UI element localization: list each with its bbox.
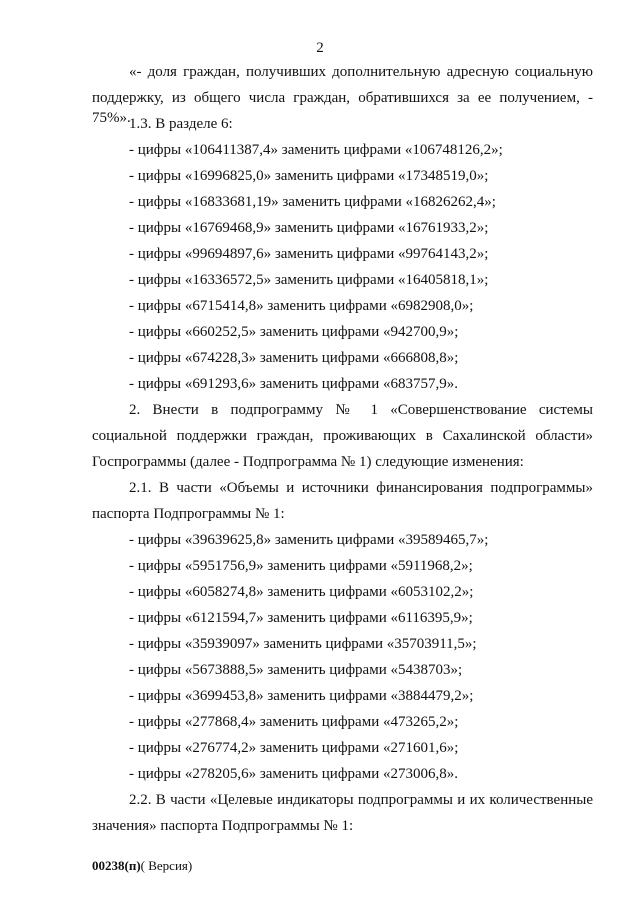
document-version: ( Версия) xyxy=(140,858,193,873)
list-item: - цифры «16336572,5» заменить цифрами «16405818,1»; xyxy=(129,272,489,288)
paragraph-line: 2.1. В части «Объемы и источники финансирования подпрограммы» xyxy=(129,480,593,496)
list-item: - цифры «99694897,6» заменить цифрами «99764143,2»; xyxy=(129,246,489,262)
paragraph-line: социальной поддержки граждан, проживающих в Сахалинской области» xyxy=(92,428,593,444)
list-item: - цифры «106411387,4» заменить цифрами «106748126,2»; xyxy=(129,142,503,158)
section-heading: 1.3. В разделе 6: xyxy=(129,116,233,132)
text-line: поддержку, из общего числа граждан, обратившихся за ее получением, - 75%». xyxy=(92,90,593,126)
paragraph-line: Госпрограммы (далее - Подпрограмма № 1) следующие изменения: xyxy=(92,454,524,470)
text-line: «- доля граждан, получивших дополнительную адресную социальную xyxy=(129,64,593,80)
list-item: - цифры «6058274,8» заменить цифрами «6053102,2»; xyxy=(129,584,474,600)
document-footer xyxy=(92,858,192,874)
list-item: - цифры «3699453,8» заменить цифрами «3884479,2»; xyxy=(129,688,474,704)
list-item: - цифры «16833681,19» заменить цифрами «16826262,4»; xyxy=(129,194,496,210)
list-item: - цифры «6715414,8» заменить цифрами «6982908,0»; xyxy=(129,298,474,314)
paragraph-line: значения» паспорта Подпрограммы № 1: xyxy=(92,818,354,834)
list-item: - цифры «5673888,5» заменить цифрами «5438703»; xyxy=(129,662,463,678)
list-item: - цифры «276774,2» заменить цифрами «271601,6»; xyxy=(129,740,459,756)
list-item: - цифры «39639625,8» заменить цифрами «39589465,7»; xyxy=(129,532,489,548)
document-code: 00238(п) xyxy=(92,858,141,873)
list-item: - цифры «5951756,9» заменить цифрами «5911968,2»; xyxy=(129,558,473,574)
list-item: - цифры «278205,6» заменить цифрами «273006,8». xyxy=(129,766,458,782)
paragraph-line: 2.2. В части «Целевые индикаторы подпрограммы и их количественные xyxy=(129,792,593,808)
list-item: - цифры «16996825,0» заменить цифрами «17348519,0»; xyxy=(129,168,489,184)
list-item: - цифры «35939097» заменить цифрами «35703911,5»; xyxy=(129,636,477,652)
paragraph-line: 2. Внести в подпрограмму № 1 «Совершенствование системы xyxy=(129,402,593,418)
list-item: - цифры «277868,4» заменить цифрами «473265,2»; xyxy=(129,714,459,730)
list-item: - цифры «16769468,9» заменить цифрами «16761933,2»; xyxy=(129,220,489,236)
list-item: - цифры «674228,3» заменить цифрами «666808,8»; xyxy=(129,350,459,366)
list-item: - цифры «660252,5» заменить цифрами «942700,9»; xyxy=(129,324,459,340)
list-item: - цифры «691293,6» заменить цифрами «683757,9». xyxy=(129,376,458,392)
page-number: 2 xyxy=(316,40,324,56)
list-item: - цифры «6121594,7» заменить цифрами «6116395,9»; xyxy=(129,610,473,626)
paragraph-line: паспорта Подпрограммы № 1: xyxy=(92,506,285,522)
